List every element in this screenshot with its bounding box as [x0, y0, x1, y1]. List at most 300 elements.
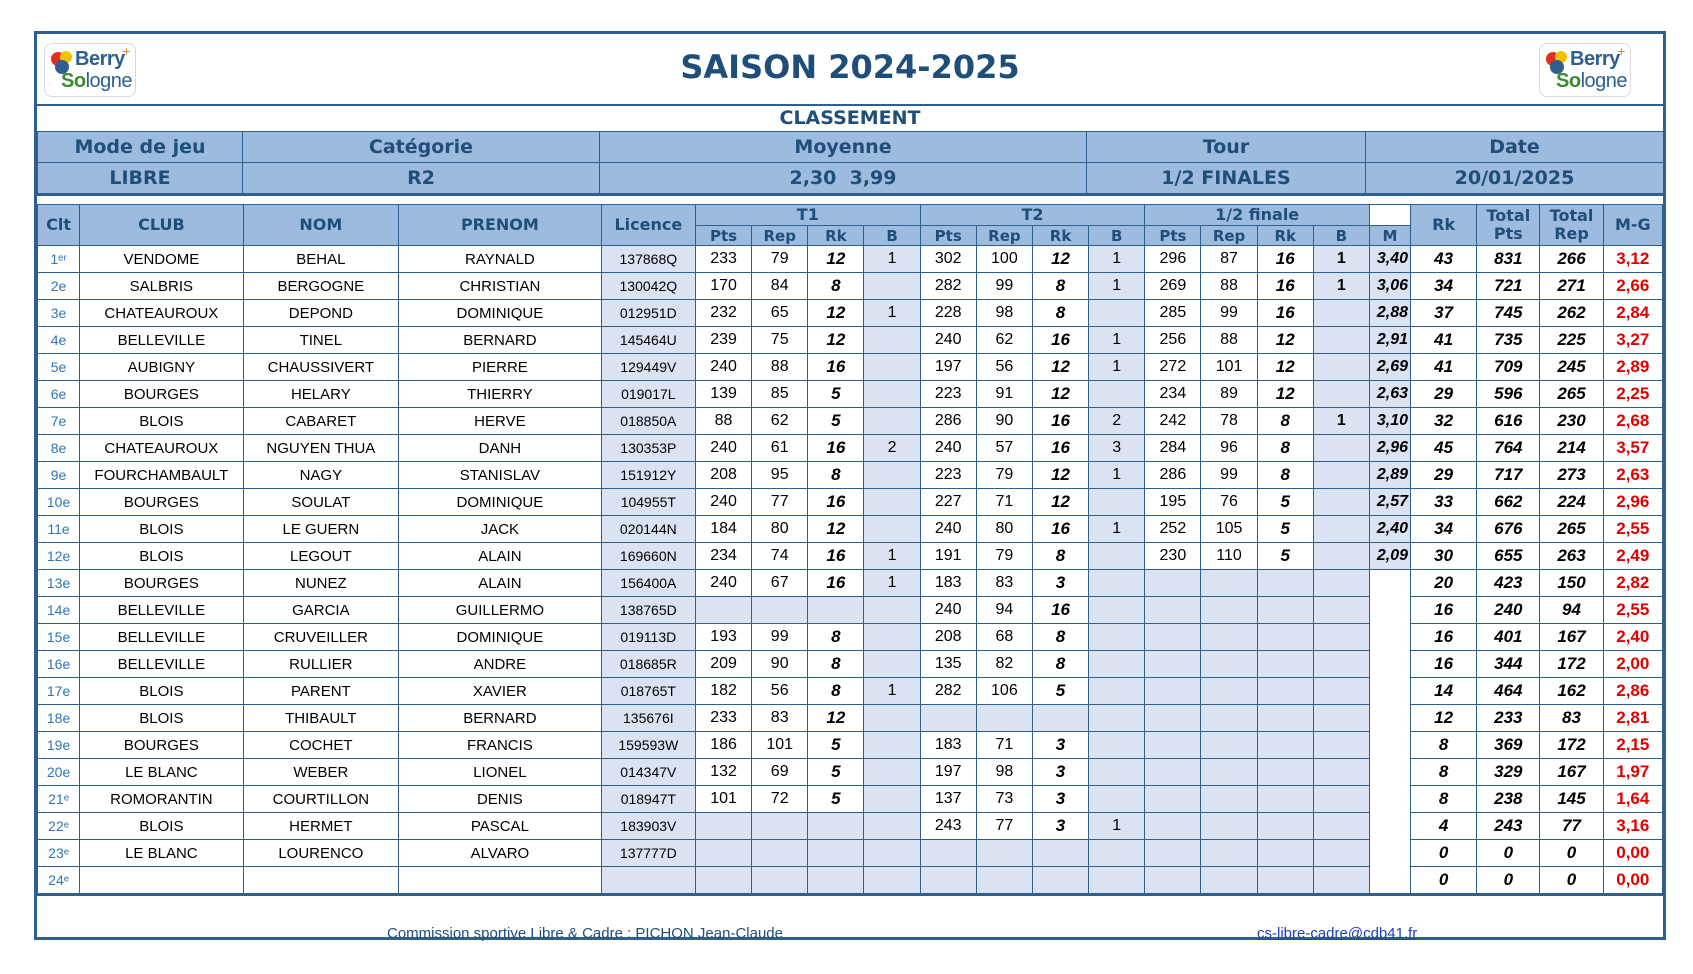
- cell-prenom: DOMINIQUE: [399, 624, 602, 651]
- cell-t1-rep: 83: [752, 705, 808, 732]
- cell-licence: 137777D: [601, 840, 695, 867]
- cell-t1-b: [864, 273, 920, 300]
- cell-t1-rep: 79: [752, 246, 808, 273]
- cell-sf-rep: [1201, 759, 1257, 786]
- cell-t2-b: [1089, 489, 1145, 516]
- cell-t2-pts: 197: [920, 759, 976, 786]
- cell-total-rep: 167: [1540, 624, 1603, 651]
- cell-t2-b: [1089, 300, 1145, 327]
- cell-t1-b: [864, 705, 920, 732]
- cell-t2-pts: 240: [920, 435, 976, 462]
- cell-clt: 16e: [38, 651, 80, 678]
- table-row: [38, 570, 1663, 597]
- cell-t1-rk: 5: [808, 786, 864, 813]
- cell-t1-rep: 85: [752, 381, 808, 408]
- cell-t1-rep: 61: [752, 435, 808, 462]
- cell-clt: 5e: [38, 354, 80, 381]
- cell-rk: 33: [1411, 489, 1477, 516]
- cell-mg: 2,40: [1603, 624, 1662, 651]
- ranking-header-row: [38, 205, 1663, 226]
- cell-m: [1369, 840, 1410, 867]
- ranking-sheet: [34, 31, 1666, 940]
- cell-club: BLOIS: [80, 678, 243, 705]
- footer-commission: Commission sportive Libre & Cadre : PICHON Jean-Claude: [387, 925, 783, 942]
- cell-sf-rk: [1257, 759, 1313, 786]
- cell-club: BOURGES: [80, 732, 243, 759]
- cell-total-pts: 401: [1477, 624, 1540, 651]
- cell-total-rep: 0: [1540, 867, 1603, 895]
- col-header-total-rep: Total Rep: [1540, 205, 1603, 246]
- cell-sf-pts: [1145, 624, 1201, 651]
- cell-t2-b: 3: [1089, 435, 1145, 462]
- cell-t2-rk: [1032, 705, 1088, 732]
- cell-licence: 169660N: [601, 543, 695, 570]
- cell-t1-pts: 186: [695, 732, 751, 759]
- cell-t2-b: [1089, 840, 1145, 867]
- cell-sf-rep: [1201, 651, 1257, 678]
- cell-t1-rk: 5: [808, 408, 864, 435]
- cell-t2-rk: 16: [1032, 408, 1088, 435]
- cell-sf-rk: [1257, 570, 1313, 597]
- cell-m: [1369, 813, 1410, 840]
- cell-t1-rk: [808, 867, 864, 895]
- cell-nom: HELARY: [243, 381, 398, 408]
- cell-t1-rep: 88: [752, 354, 808, 381]
- info-value-date: 20/01/2025: [1366, 163, 1664, 195]
- cell-total-rep: 145: [1540, 786, 1603, 813]
- cell-total-rep: 172: [1540, 732, 1603, 759]
- cell-total-pts: 676: [1477, 516, 1540, 543]
- cell-t2-b: 1: [1089, 273, 1145, 300]
- info-label-category: Catégorie: [243, 132, 600, 163]
- cell-sf-b: 1: [1313, 408, 1369, 435]
- cell-total-pts: 344: [1477, 651, 1540, 678]
- cell-clt: 17e: [38, 678, 80, 705]
- table-row: [38, 543, 1663, 570]
- cell-t1-b: 1: [864, 246, 920, 273]
- cell-sf-pts: [1145, 651, 1201, 678]
- cell-nom: GARCIA: [243, 597, 398, 624]
- cell-clt: 20e: [38, 759, 80, 786]
- sub-header-pts: Pts: [695, 226, 751, 246]
- cell-club: BELLEVILLE: [80, 327, 243, 354]
- cell-total-rep: 167: [1540, 759, 1603, 786]
- cell-t1-pts: [695, 813, 751, 840]
- cell-rk: 8: [1411, 732, 1477, 759]
- cell-sf-pts: 230: [1145, 543, 1201, 570]
- cell-t1-b: 1: [864, 678, 920, 705]
- cell-t1-rk: 8: [808, 678, 864, 705]
- cell-nom: CRUVEILLER: [243, 624, 398, 651]
- cell-t2-rep: [976, 867, 1032, 895]
- cell-t2-b: [1089, 597, 1145, 624]
- cell-t1-pts: 88: [695, 408, 751, 435]
- cell-sf-b: [1313, 624, 1369, 651]
- cell-t2-rk: 16: [1032, 327, 1088, 354]
- cell-t1-b: [864, 597, 920, 624]
- cell-sf-rep: [1201, 813, 1257, 840]
- cell-clt: 11e: [38, 516, 80, 543]
- cell-mg: 3,57: [1603, 435, 1662, 462]
- cell-nom: COURTILLON: [243, 786, 398, 813]
- logo-plus: +: [121, 45, 131, 58]
- cell-sf-pts: [1145, 597, 1201, 624]
- cell-rk: 20: [1411, 570, 1477, 597]
- cell-club: FOURCHAMBAULT: [80, 462, 243, 489]
- cell-m: [1369, 732, 1410, 759]
- cell-t1-b: [864, 354, 920, 381]
- cell-club: AUBIGNY: [80, 354, 243, 381]
- cell-m: [1369, 651, 1410, 678]
- cell-sf-b: [1313, 327, 1369, 354]
- cell-licence: 156400A: [601, 570, 695, 597]
- cell-sf-b: [1313, 489, 1369, 516]
- footer: [37, 925, 1663, 943]
- cell-t2-rk: 3: [1032, 759, 1088, 786]
- cell-sf-pts: 195: [1145, 489, 1201, 516]
- cell-m: [1369, 597, 1410, 624]
- cell-t2-b: [1089, 624, 1145, 651]
- cell-clt: 10e: [38, 489, 80, 516]
- cell-club: BOURGES: [80, 570, 243, 597]
- cell-clt: 24ᵉ: [38, 867, 80, 895]
- cell-t1-b: [864, 813, 920, 840]
- cell-t1-pts: 208: [695, 462, 751, 489]
- cell-sf-rep: 96: [1201, 435, 1257, 462]
- cell-t2-rep: [976, 840, 1032, 867]
- cell-sf-rep: [1201, 678, 1257, 705]
- cell-club: CHATEAUROUX: [80, 435, 243, 462]
- cell-t2-b: [1089, 705, 1145, 732]
- cell-total-rep: 225: [1540, 327, 1603, 354]
- cell-total-rep: 214: [1540, 435, 1603, 462]
- cell-t2-rk: 16: [1032, 435, 1088, 462]
- cell-sf-b: [1313, 867, 1369, 895]
- cell-t1-rep: 72: [752, 786, 808, 813]
- cell-t2-rep: 82: [976, 651, 1032, 678]
- info-label-round: Tour: [1087, 132, 1366, 163]
- cell-sf-rk: [1257, 678, 1313, 705]
- cell-total-rep: 271: [1540, 273, 1603, 300]
- cell-t1-rk: [808, 597, 864, 624]
- info-value-mode: LIBRE: [38, 163, 243, 195]
- cell-sf-b: [1313, 462, 1369, 489]
- cell-sf-b: [1313, 786, 1369, 813]
- cell-prenom: LIONEL: [399, 759, 602, 786]
- table-row: [38, 705, 1663, 732]
- cell-licence: 135676I: [601, 705, 695, 732]
- cell-rk: 8: [1411, 759, 1477, 786]
- cell-total-pts: 745: [1477, 300, 1540, 327]
- cell-t1-b: [864, 651, 920, 678]
- cell-prenom: HERVE: [399, 408, 602, 435]
- cell-rk: 16: [1411, 651, 1477, 678]
- cell-clt: 21ᵉ: [38, 786, 80, 813]
- col-header-prenom: PRENOM: [399, 205, 602, 246]
- cell-rk: 41: [1411, 354, 1477, 381]
- cell-sf-rk: [1257, 786, 1313, 813]
- cell-sf-b: [1313, 354, 1369, 381]
- cell-clt: 13e: [38, 570, 80, 597]
- cell-licence: 019017L: [601, 381, 695, 408]
- cell-rk: 34: [1411, 516, 1477, 543]
- cell-prenom: PIERRE: [399, 354, 602, 381]
- cell-sf-pts: 242: [1145, 408, 1201, 435]
- cell-mg: 2,00: [1603, 651, 1662, 678]
- cell-t1-b: 1: [864, 543, 920, 570]
- cell-t1-b: [864, 327, 920, 354]
- cell-total-rep: 162: [1540, 678, 1603, 705]
- cell-sf-rk: 12: [1257, 354, 1313, 381]
- cell-total-pts: 369: [1477, 732, 1540, 759]
- cell-rk: 37: [1411, 300, 1477, 327]
- cell-t2-rep: 77: [976, 813, 1032, 840]
- cell-mg: 1,97: [1603, 759, 1662, 786]
- cell-total-rep: 0: [1540, 840, 1603, 867]
- cell-t1-pts: 240: [695, 435, 751, 462]
- cell-t1-b: [864, 489, 920, 516]
- cell-total-pts: 764: [1477, 435, 1540, 462]
- table-row: [38, 408, 1663, 435]
- cell-total-pts: 329: [1477, 759, 1540, 786]
- cell-mg: 0,00: [1603, 867, 1662, 895]
- cell-total-rep: 273: [1540, 462, 1603, 489]
- cell-t1-b: [864, 759, 920, 786]
- cell-t2-rk: 3: [1032, 786, 1088, 813]
- cell-club: [80, 867, 243, 895]
- cell-sf-b: [1313, 597, 1369, 624]
- cell-total-rep: 172: [1540, 651, 1603, 678]
- cell-mg: 2,63: [1603, 462, 1662, 489]
- sub-header-pts: Pts: [1145, 226, 1201, 246]
- sub-header-b: B: [1313, 226, 1369, 246]
- cell-sf-b: [1313, 516, 1369, 543]
- cell-clt: 14e: [38, 597, 80, 624]
- cell-sf-rk: 16: [1257, 273, 1313, 300]
- cell-rk: 16: [1411, 597, 1477, 624]
- cell-sf-rep: 105: [1201, 516, 1257, 543]
- cell-t2-b: [1089, 732, 1145, 759]
- col-header-nom: NOM: [243, 205, 398, 246]
- footer-email-link[interactable]: cs-libre-cadre@cdb41.fr: [1257, 925, 1418, 942]
- cell-sf-pts: [1145, 867, 1201, 895]
- cell-t2-pts: 240: [920, 516, 976, 543]
- cell-sf-rep: 87: [1201, 246, 1257, 273]
- cell-sf-pts: 286: [1145, 462, 1201, 489]
- cell-rk: 45: [1411, 435, 1477, 462]
- sub-header-rep: Rep: [976, 226, 1032, 246]
- col-header-t2: T2: [920, 205, 1145, 226]
- cell-t1-rk: 8: [808, 462, 864, 489]
- cell-t1-b: 1: [864, 570, 920, 597]
- cell-nom: BERGOGNE: [243, 273, 398, 300]
- cell-t2-rk: [1032, 840, 1088, 867]
- cell-prenom: GUILLERMO: [399, 597, 602, 624]
- cell-t2-pts: 135: [920, 651, 976, 678]
- cell-t1-rep: 67: [752, 570, 808, 597]
- cell-total-rep: 230: [1540, 408, 1603, 435]
- table-row: [38, 678, 1663, 705]
- cell-t2-pts: 240: [920, 597, 976, 624]
- cell-mg: 2,89: [1603, 354, 1662, 381]
- cell-club: BLOIS: [80, 705, 243, 732]
- cell-total-rep: 263: [1540, 543, 1603, 570]
- cell-t2-pts: [920, 705, 976, 732]
- cell-t2-rk: 3: [1032, 732, 1088, 759]
- cell-m: 3,10: [1369, 408, 1410, 435]
- cell-m: 2,88: [1369, 300, 1410, 327]
- cell-mg: 2,82: [1603, 570, 1662, 597]
- page-title: SAISON 2024-2025: [680, 48, 1020, 86]
- cell-nom: CHAUSSIVERT: [243, 354, 398, 381]
- cell-sf-rk: [1257, 597, 1313, 624]
- info-label-date: Date: [1366, 132, 1664, 163]
- cell-t1-rk: 12: [808, 300, 864, 327]
- cell-t2-pts: 227: [920, 489, 976, 516]
- cell-sf-pts: [1145, 813, 1201, 840]
- cell-t1-rep: 62: [752, 408, 808, 435]
- cell-nom: CABARET: [243, 408, 398, 435]
- cell-t1-pts: 139: [695, 381, 751, 408]
- cell-m: [1369, 624, 1410, 651]
- cell-prenom: PASCAL: [399, 813, 602, 840]
- cell-t1-rep: [752, 813, 808, 840]
- cell-sf-rk: 16: [1257, 246, 1313, 273]
- cell-sf-rk: 8: [1257, 462, 1313, 489]
- cell-total-pts: 735: [1477, 327, 1540, 354]
- cell-total-pts: 717: [1477, 462, 1540, 489]
- cell-m: 2,63: [1369, 381, 1410, 408]
- cell-prenom: RAYNALD: [399, 246, 602, 273]
- cell-mg: 2,49: [1603, 543, 1662, 570]
- cell-total-pts: 0: [1477, 867, 1540, 895]
- cell-sf-pts: [1145, 840, 1201, 867]
- cell-clt: 6e: [38, 381, 80, 408]
- cell-t1-pts: 209: [695, 651, 751, 678]
- cell-t2-pts: 183: [920, 732, 976, 759]
- cell-t2-b: 1: [1089, 813, 1145, 840]
- col-header-club: CLUB: [80, 205, 243, 246]
- cell-t1-pts: 182: [695, 678, 751, 705]
- cell-t2-b: [1089, 543, 1145, 570]
- cell-t1-rep: 101: [752, 732, 808, 759]
- cell-licence: 018947T: [601, 786, 695, 813]
- cell-t1-pts: 232: [695, 300, 751, 327]
- cell-rk: 0: [1411, 867, 1477, 895]
- cell-t1-rk: 12: [808, 516, 864, 543]
- cell-t1-rep: 69: [752, 759, 808, 786]
- cell-total-pts: 709: [1477, 354, 1540, 381]
- col-header-t1: T1: [695, 205, 920, 226]
- cell-t2-b: [1089, 786, 1145, 813]
- cell-club: CHATEAUROUX: [80, 300, 243, 327]
- cell-m: [1369, 867, 1410, 895]
- cell-sf-pts: [1145, 570, 1201, 597]
- cell-licence: 130042Q: [601, 273, 695, 300]
- cell-t1-rep: 75: [752, 327, 808, 354]
- cell-t1-pts: 233: [695, 246, 751, 273]
- cell-t2-rep: 57: [976, 435, 1032, 462]
- cell-clt: 9e: [38, 462, 80, 489]
- cell-mg: 3,27: [1603, 327, 1662, 354]
- cell-licence: 130353P: [601, 435, 695, 462]
- table-row: [38, 327, 1663, 354]
- cell-t1-rep: 95: [752, 462, 808, 489]
- cell-t1-b: [864, 381, 920, 408]
- cell-total-rep: 224: [1540, 489, 1603, 516]
- cell-total-pts: 0: [1477, 840, 1540, 867]
- sub-header-rep: Rep: [752, 226, 808, 246]
- cell-t1-b: [864, 408, 920, 435]
- cell-m: 2,96: [1369, 435, 1410, 462]
- cell-sf-pts: [1145, 678, 1201, 705]
- cell-licence: 159593W: [601, 732, 695, 759]
- cell-mg: 2,68: [1603, 408, 1662, 435]
- cell-t2-rep: 98: [976, 759, 1032, 786]
- cell-clt: 12e: [38, 543, 80, 570]
- cell-sf-rk: 5: [1257, 543, 1313, 570]
- cell-t2-b: 1: [1089, 246, 1145, 273]
- table-row: [38, 435, 1663, 462]
- table-row: [38, 489, 1663, 516]
- cell-sf-b: [1313, 813, 1369, 840]
- cell-sf-rep: 88: [1201, 327, 1257, 354]
- cell-nom: LOURENCO: [243, 840, 398, 867]
- cell-t1-pts: 240: [695, 354, 751, 381]
- cell-total-pts: 243: [1477, 813, 1540, 840]
- cell-sf-rk: [1257, 651, 1313, 678]
- cell-t2-rk: 3: [1032, 570, 1088, 597]
- cell-nom: PARENT: [243, 678, 398, 705]
- cell-mg: 3,12: [1603, 246, 1662, 273]
- cell-sf-pts: [1145, 705, 1201, 732]
- cell-sf-b: [1313, 435, 1369, 462]
- table-row: [38, 273, 1663, 300]
- cell-total-rep: 94: [1540, 597, 1603, 624]
- cell-m: [1369, 678, 1410, 705]
- cell-m: 2,09: [1369, 543, 1410, 570]
- cell-prenom: FRANCIS: [399, 732, 602, 759]
- sub-header-pts: Pts: [920, 226, 976, 246]
- cell-licence: 018685R: [601, 651, 695, 678]
- info-labels-row: [38, 132, 1664, 163]
- cell-club: BELLEVILLE: [80, 651, 243, 678]
- cell-t1-pts: [695, 840, 751, 867]
- cell-t2-pts: [920, 867, 976, 895]
- cell-nom: COCHET: [243, 732, 398, 759]
- cell-t2-rk: [1032, 867, 1088, 895]
- cell-m: 3,06: [1369, 273, 1410, 300]
- cell-clt: 1ᵉʳ: [38, 246, 80, 273]
- cell-sf-rk: [1257, 732, 1313, 759]
- cell-mg: 0,00: [1603, 840, 1662, 867]
- cell-sf-rep: 78: [1201, 408, 1257, 435]
- cell-licence: 138765D: [601, 597, 695, 624]
- table-row: [38, 381, 1663, 408]
- cell-sf-rep: 110: [1201, 543, 1257, 570]
- col-header-clt: Clt: [38, 205, 80, 246]
- cell-t1-rep: 56: [752, 678, 808, 705]
- cell-m: [1369, 570, 1410, 597]
- cell-club: BLOIS: [80, 516, 243, 543]
- sub-header-rk: Rk: [808, 226, 864, 246]
- cell-rk: 8: [1411, 786, 1477, 813]
- table-row: [38, 246, 1663, 273]
- cell-total-pts: 238: [1477, 786, 1540, 813]
- cell-t2-rep: 99: [976, 273, 1032, 300]
- table-row: [38, 867, 1663, 895]
- cell-sf-rk: 5: [1257, 489, 1313, 516]
